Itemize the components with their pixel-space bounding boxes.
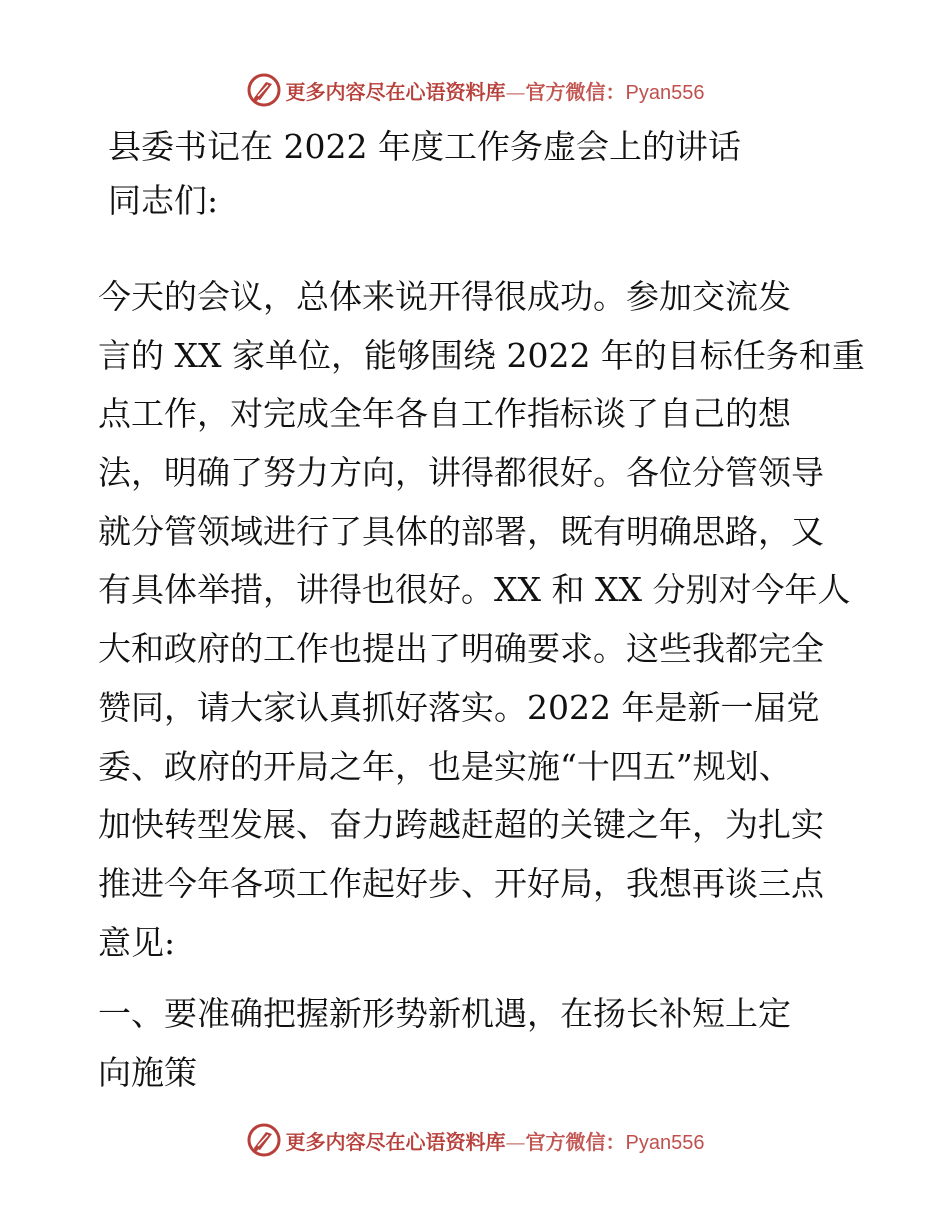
paragraph-line: 点工作，对完成全年各自工作指标谈了自己的想 — [98, 394, 791, 434]
watermark-text — [286, 76, 705, 105]
watermark-text — [286, 1126, 705, 1155]
pen-nib-logo-icon — [246, 72, 282, 108]
watermark-wechat-label: 官方微信： — [525, 79, 626, 104]
body-paragraph — [98, 268, 865, 972]
paragraph-line: 言的 XX 家单位，能够围绕 2022 年的目标任务和重 — [98, 335, 865, 375]
paragraph-line: 推进今年各项工作起好步、开好局，我想再谈三点 — [98, 863, 824, 903]
watermark-brand: 更多内容尽在心语资料库 — [285, 1129, 506, 1154]
watermark-wechat-id: Pyan556 — [625, 1131, 705, 1154]
section-heading-line: 一、要准确把握新形势新机遇，在扬长补短上定 — [98, 994, 791, 1033]
watermark-wechat-label: 官方微信： — [525, 1129, 626, 1154]
paragraph-line: 赞同，请大家认真抓好落实。2022 年是新一届党 — [98, 687, 820, 727]
watermark-footer — [0, 1120, 950, 1160]
section-heading — [98, 985, 850, 1102]
salutation: 同志们: — [108, 181, 219, 220]
paragraph-line: 法，明确了努力方向，讲得都很好。各位分管领导 — [98, 453, 824, 493]
paragraph-line: 有具体举措，讲得也很好。XX 和 XX 分别对今年人 — [98, 570, 851, 610]
paragraph-line: 大和政府的工作也提出了明确要求。这些我都完全 — [98, 629, 824, 669]
paragraph-line: 就分管领域进行了具体的部署，既有明确思路，又 — [98, 511, 824, 551]
watermark-wechat-id: Pyan556 — [625, 81, 705, 104]
watermark-separator: — — [505, 79, 526, 104]
watermark-separator: — — [505, 1129, 526, 1154]
section-heading-line: 向施策 — [98, 1052, 197, 1092]
paragraph-line: 委、政府的开局之年，也是实施“十四五”规划、 — [98, 746, 792, 786]
watermark-header — [0, 70, 950, 110]
document-title: 县委书记在 2022 年度工作务虚会上的讲话 — [108, 127, 741, 166]
paragraph-line: 今天的会议，总体来说开得很成功。参加交流发 — [98, 277, 791, 316]
watermark-brand: 更多内容尽在心语资料库 — [285, 79, 506, 104]
pen-nib-logo-icon — [246, 1122, 282, 1158]
paragraph-line: 意见: — [98, 922, 176, 962]
paragraph-line: 加快转型发展、奋力跨越赶超的关键之年，为扎实 — [98, 805, 824, 845]
